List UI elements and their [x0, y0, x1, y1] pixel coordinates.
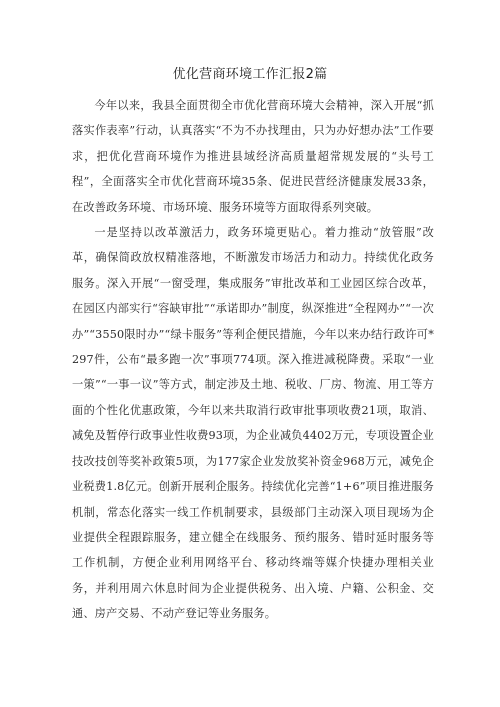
paragraph-government-environment: 一是坚持以改革激活力，政务环境更贴心。着力推动“放管服”改革，确保简政放权精准落地，不断激发市场活力和动力。持续优化政务服务。深入开展“一窗受理，集成服务”审批改革和工业园区综合改革，在园区内部实行“容缺审批”“承诺即办”制度，纵深推进“全程网办”“一次办”“3550限时办”“绿卡服务”等利企便民措施，今年以来办结行政许可*297件，公布“最多跑一次”事项774项。深入推进减税降费。采取“一业一策”“一事一议”等方式，制定涉及土地、税收、厂房、物流、用工等方面的个性化优惠政策，今年以来共取消行政审批事项收费21项，取消、减免及暂停行政事业性收费93项，为企业减负4402万元，专项设置企业技改技创等奖补政策5项，为177家企业发放奖补资金968万元，减免企业税费1.8亿元。创新开展利企服务。持续优化完善“1+6”项目推进服务机制，常态化落实一线工作机制要求，县级部门主动深入项目现场为企业提供全程跟踪服务，建立健全在线服务、预约服务、错时延时服务等工作机制，方便企业利用网络平台、移动终端等媒介快捷办理相关业务，并利用周六休息时间为企业提供税务、出入境、户籍、公积金、交通、房产交易、不动产登记等业务服务。: [72, 226, 434, 621]
document-title: 优化营商环境工作汇报2篇: [172, 67, 328, 82]
document-body: [72, 93, 434, 627]
paragraph-intro: 今年以来，我县全面贯彻全市优化营商环境大会精神，深入开展“抓落实作表率”行动，认真落实“不为不办找理由，只为办好想办法”工作要求，把优化营商环境作为推进县域经济高质量超常规发展的“头号工程”，全面落实全市优化营商环境35条、促进民营经济健康发展33条，在改善政务环境、市场环境、服务环境等方面取得系列突破。: [72, 99, 434, 214]
